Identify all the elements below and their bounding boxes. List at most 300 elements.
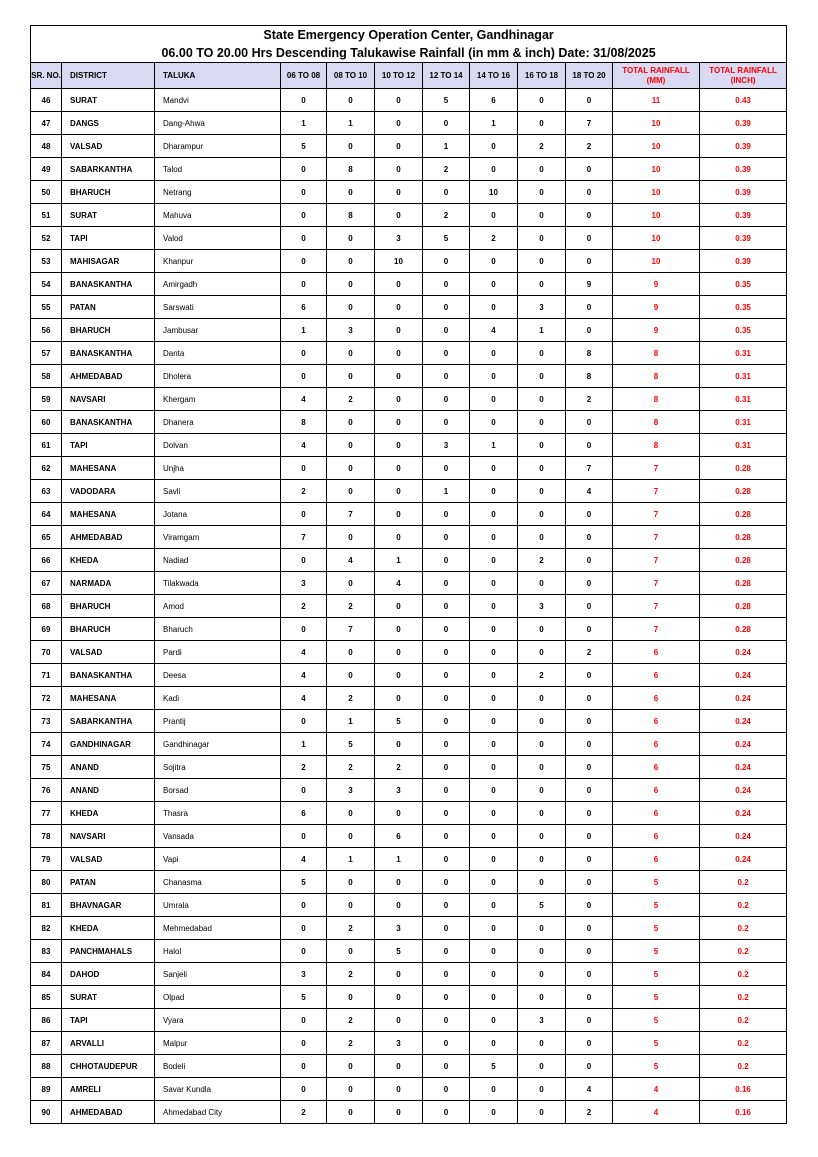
slot-value-cell: 0	[375, 871, 423, 894]
district-cell: MAHESANA	[62, 457, 155, 480]
slot-value-cell: 0	[518, 1078, 566, 1101]
total-mm-cell: 7	[613, 549, 700, 572]
slot-value-cell: 0	[566, 871, 613, 894]
slot-value-cell: 1	[423, 480, 470, 503]
slot-value-cell: 2	[566, 1101, 613, 1124]
total-mm-cell: 6	[613, 664, 700, 687]
table-row	[31, 526, 787, 549]
total-mm-cell: 9	[613, 319, 700, 342]
total-inch-cell: 0.2	[700, 1032, 787, 1055]
total-inch-cell: 0.2	[700, 871, 787, 894]
total-mm-cell: 4	[613, 1101, 700, 1124]
table-row	[31, 135, 787, 158]
header-slot-12-14: 12 TO 14	[423, 63, 470, 89]
total-mm-cell: 10	[613, 204, 700, 227]
slot-value-cell: 0	[566, 181, 613, 204]
sr-no-cell: 57	[31, 342, 62, 365]
table-row	[31, 687, 787, 710]
slot-value-cell: 0	[566, 825, 613, 848]
sr-no-cell: 60	[31, 411, 62, 434]
table-row	[31, 181, 787, 204]
slot-value-cell: 0	[518, 411, 566, 434]
header-slot-10-12: 10 TO 12	[375, 63, 423, 89]
total-mm-cell: 10	[613, 250, 700, 273]
slot-value-cell: 0	[518, 227, 566, 250]
slot-value-cell: 0	[327, 480, 375, 503]
district-cell: MAHESANA	[62, 503, 155, 526]
district-cell: GANDHINAGAR	[62, 733, 155, 756]
taluka-cell: Thasra	[155, 802, 281, 825]
slot-value-cell: 10	[470, 181, 518, 204]
slot-value-cell: 0	[566, 779, 613, 802]
slot-value-cell: 0	[566, 733, 613, 756]
slot-value-cell: 1	[281, 319, 327, 342]
taluka-cell: Bodeli	[155, 1055, 281, 1078]
slot-value-cell: 0	[327, 273, 375, 296]
sr-no-cell: 58	[31, 365, 62, 388]
district-cell: NARMADA	[62, 572, 155, 595]
slot-value-cell: 0	[566, 1032, 613, 1055]
taluka-cell: Deesa	[155, 664, 281, 687]
header-slot-16-18: 16 TO 18	[518, 63, 566, 89]
slot-value-cell: 0	[518, 480, 566, 503]
slot-value-cell: 0	[423, 940, 470, 963]
slot-value-cell: 2	[327, 1032, 375, 1055]
slot-value-cell: 0	[281, 779, 327, 802]
taluka-cell: Dharampur	[155, 135, 281, 158]
header-total-inch: TOTAL RAINFALL (INCH)	[700, 63, 787, 89]
slot-value-cell: 0	[470, 365, 518, 388]
sr-no-cell: 80	[31, 871, 62, 894]
slot-value-cell: 0	[375, 112, 423, 135]
slot-value-cell: 4	[566, 1078, 613, 1101]
slot-value-cell: 0	[423, 181, 470, 204]
slot-value-cell: 0	[470, 388, 518, 411]
slot-value-cell: 2	[327, 687, 375, 710]
taluka-cell: Pardi	[155, 641, 281, 664]
total-mm-cell: 5	[613, 871, 700, 894]
slot-value-cell: 6	[281, 296, 327, 319]
taluka-cell: Sarswati	[155, 296, 281, 319]
table-row	[31, 802, 787, 825]
total-mm-cell: 7	[613, 618, 700, 641]
total-mm-cell: 10	[613, 181, 700, 204]
slot-value-cell: 2	[327, 1009, 375, 1032]
taluka-cell: Danta	[155, 342, 281, 365]
slot-value-cell: 0	[566, 572, 613, 595]
slot-value-cell: 7	[327, 503, 375, 526]
table-row	[31, 1078, 787, 1101]
slot-value-cell: 3	[327, 779, 375, 802]
slot-value-cell: 0	[375, 411, 423, 434]
slot-value-cell: 0	[423, 1055, 470, 1078]
slot-value-cell: 0	[470, 825, 518, 848]
table-row	[31, 227, 787, 250]
slot-value-cell: 0	[423, 871, 470, 894]
slot-value-cell: 0	[470, 1078, 518, 1101]
table-row	[31, 779, 787, 802]
table-row	[31, 319, 787, 342]
slot-value-cell: 0	[327, 434, 375, 457]
slot-value-cell: 0	[423, 618, 470, 641]
slot-value-cell: 0	[518, 917, 566, 940]
slot-value-cell: 0	[470, 572, 518, 595]
total-mm-cell: 5	[613, 1032, 700, 1055]
slot-value-cell: 0	[423, 457, 470, 480]
slot-value-cell: 0	[566, 894, 613, 917]
slot-value-cell: 0	[518, 526, 566, 549]
slot-value-cell: 0	[327, 411, 375, 434]
slot-value-cell: 0	[518, 1055, 566, 1078]
total-inch-cell: 0.28	[700, 618, 787, 641]
total-mm-cell: 7	[613, 457, 700, 480]
total-mm-cell: 6	[613, 756, 700, 779]
slot-value-cell: 0	[566, 595, 613, 618]
slot-value-cell: 0	[470, 871, 518, 894]
district-cell: VALSAD	[62, 641, 155, 664]
slot-value-cell: 0	[423, 664, 470, 687]
slot-value-cell: 0	[470, 549, 518, 572]
taluka-cell: Savar Kundla	[155, 1078, 281, 1101]
slot-value-cell: 0	[423, 572, 470, 595]
header-slot-06-08: 06 TO 08	[281, 63, 327, 89]
table-row	[31, 572, 787, 595]
sr-no-cell: 47	[31, 112, 62, 135]
sr-no-cell: 78	[31, 825, 62, 848]
slot-value-cell: 0	[423, 986, 470, 1009]
slot-value-cell: 5	[423, 227, 470, 250]
slot-value-cell: 2	[566, 388, 613, 411]
slot-value-cell: 0	[327, 365, 375, 388]
slot-value-cell: 0	[327, 296, 375, 319]
sr-no-cell: 63	[31, 480, 62, 503]
total-mm-cell: 8	[613, 365, 700, 388]
sr-no-cell: 85	[31, 986, 62, 1009]
slot-value-cell: 0	[518, 273, 566, 296]
slot-value-cell: 0	[566, 687, 613, 710]
sr-no-cell: 66	[31, 549, 62, 572]
total-inch-cell: 0.24	[700, 825, 787, 848]
slot-value-cell: 0	[423, 411, 470, 434]
slot-value-cell: 0	[423, 595, 470, 618]
sr-no-cell: 64	[31, 503, 62, 526]
slot-value-cell: 5	[423, 89, 470, 112]
slot-value-cell: 2	[327, 963, 375, 986]
district-cell: BHARUCH	[62, 618, 155, 641]
slot-value-cell: 0	[518, 457, 566, 480]
table-row	[31, 733, 787, 756]
slot-value-cell: 1	[470, 434, 518, 457]
slot-value-cell: 1	[281, 112, 327, 135]
total-mm-cell: 7	[613, 595, 700, 618]
slot-value-cell: 0	[423, 756, 470, 779]
slot-value-cell: 8	[566, 365, 613, 388]
header-slot-14-16: 14 TO 16	[470, 63, 518, 89]
sr-no-cell: 82	[31, 917, 62, 940]
sr-no-cell: 88	[31, 1055, 62, 1078]
slot-value-cell: 0	[375, 434, 423, 457]
slot-value-cell: 0	[327, 1101, 375, 1124]
slot-value-cell: 0	[470, 250, 518, 273]
slot-value-cell: 0	[375, 296, 423, 319]
total-inch-cell: 0.39	[700, 204, 787, 227]
slot-value-cell: 6	[470, 89, 518, 112]
slot-value-cell: 0	[470, 802, 518, 825]
district-cell: SURAT	[62, 89, 155, 112]
slot-value-cell: 0	[470, 618, 518, 641]
sr-no-cell: 72	[31, 687, 62, 710]
sr-no-cell: 55	[31, 296, 62, 319]
slot-value-cell: 4	[375, 572, 423, 595]
slot-value-cell: 0	[423, 641, 470, 664]
slot-value-cell: 0	[327, 250, 375, 273]
slot-value-cell: 0	[518, 848, 566, 871]
sr-no-cell: 74	[31, 733, 62, 756]
table-row	[31, 1032, 787, 1055]
slot-value-cell: 0	[518, 112, 566, 135]
total-inch-cell: 0.2	[700, 963, 787, 986]
slot-value-cell: 2	[327, 756, 375, 779]
total-inch-cell: 0.39	[700, 227, 787, 250]
sr-no-cell: 49	[31, 158, 62, 181]
slot-value-cell: 0	[327, 894, 375, 917]
slot-value-cell: 0	[375, 963, 423, 986]
district-cell: KHEDA	[62, 549, 155, 572]
total-mm-cell: 5	[613, 986, 700, 1009]
slot-value-cell: 2	[470, 227, 518, 250]
slot-value-cell: 5	[375, 940, 423, 963]
district-cell: BANASKANTHA	[62, 664, 155, 687]
sr-no-cell: 76	[31, 779, 62, 802]
slot-value-cell: 0	[423, 112, 470, 135]
district-cell: MAHISAGAR	[62, 250, 155, 273]
report-title: State Emergency Operation Center, Gandhinagar	[31, 26, 787, 45]
slot-value-cell: 0	[470, 1032, 518, 1055]
slot-value-cell: 0	[327, 526, 375, 549]
slot-value-cell: 1	[375, 848, 423, 871]
sr-no-cell: 61	[31, 434, 62, 457]
slot-value-cell: 0	[518, 986, 566, 1009]
slot-value-cell: 0	[470, 204, 518, 227]
slot-value-cell: 0	[518, 250, 566, 273]
sr-no-cell: 75	[31, 756, 62, 779]
sr-no-cell: 56	[31, 319, 62, 342]
taluka-cell: Unjha	[155, 457, 281, 480]
slot-value-cell: 0	[375, 388, 423, 411]
slot-value-cell: 0	[375, 618, 423, 641]
taluka-cell: Ahmedabad City	[155, 1101, 281, 1124]
slot-value-cell: 0	[375, 273, 423, 296]
total-inch-cell: 0.28	[700, 457, 787, 480]
slot-value-cell: 8	[327, 158, 375, 181]
taluka-cell: Olpad	[155, 986, 281, 1009]
slot-value-cell: 0	[281, 227, 327, 250]
header-sr-no: SR. NO.	[31, 63, 62, 89]
table-row	[31, 1101, 787, 1124]
taluka-cell: Dholera	[155, 365, 281, 388]
slot-value-cell: 0	[470, 963, 518, 986]
slot-value-cell: 3	[518, 595, 566, 618]
slot-value-cell: 0	[375, 986, 423, 1009]
total-inch-cell: 0.28	[700, 480, 787, 503]
taluka-cell: Gandhinagar	[155, 733, 281, 756]
slot-value-cell: 0	[566, 664, 613, 687]
taluka-cell: Dang-Ahwa	[155, 112, 281, 135]
slot-value-cell: 2	[423, 204, 470, 227]
total-mm-cell: 9	[613, 273, 700, 296]
slot-value-cell: 0	[470, 986, 518, 1009]
taluka-cell: Tilakwada	[155, 572, 281, 595]
slot-value-cell: 0	[281, 1032, 327, 1055]
district-cell: ANAND	[62, 756, 155, 779]
slot-value-cell: 2	[327, 595, 375, 618]
slot-value-cell: 0	[518, 963, 566, 986]
sr-no-cell: 81	[31, 894, 62, 917]
total-mm-cell: 7	[613, 526, 700, 549]
slot-value-cell: 0	[375, 503, 423, 526]
slot-value-cell: 9	[566, 273, 613, 296]
total-mm-cell: 11	[613, 89, 700, 112]
slot-value-cell: 3	[281, 963, 327, 986]
total-mm-cell: 8	[613, 342, 700, 365]
slot-value-cell: 0	[375, 894, 423, 917]
district-cell: KHEDA	[62, 917, 155, 940]
slot-value-cell: 0	[470, 135, 518, 158]
slot-value-cell: 2	[518, 664, 566, 687]
slot-value-cell: 0	[375, 1055, 423, 1078]
slot-value-cell: 0	[470, 917, 518, 940]
slot-value-cell: 0	[518, 1032, 566, 1055]
slot-value-cell: 5	[281, 986, 327, 1009]
slot-value-cell: 0	[470, 894, 518, 917]
total-inch-cell: 0.24	[700, 641, 787, 664]
district-cell: VALSAD	[62, 135, 155, 158]
slot-value-cell: 0	[423, 365, 470, 388]
slot-value-cell: 0	[518, 710, 566, 733]
slot-value-cell: 0	[518, 733, 566, 756]
taluka-cell: Khergam	[155, 388, 281, 411]
table-row	[31, 917, 787, 940]
slot-value-cell: 0	[281, 1078, 327, 1101]
sr-no-cell: 62	[31, 457, 62, 480]
district-cell: AHMEDABAD	[62, 365, 155, 388]
total-mm-cell: 6	[613, 825, 700, 848]
slot-value-cell: 0	[423, 733, 470, 756]
table-row	[31, 342, 787, 365]
slot-value-cell: 0	[470, 296, 518, 319]
district-cell: BHAVNAGAR	[62, 894, 155, 917]
table-row	[31, 940, 787, 963]
slot-value-cell: 0	[518, 181, 566, 204]
slot-value-cell: 0	[423, 342, 470, 365]
slot-value-cell: 8	[281, 411, 327, 434]
slot-value-cell: 0	[375, 204, 423, 227]
slot-value-cell: 0	[375, 664, 423, 687]
slot-value-cell: 0	[518, 802, 566, 825]
total-inch-cell: 0.2	[700, 940, 787, 963]
total-mm-cell: 6	[613, 848, 700, 871]
slot-value-cell: 4	[281, 641, 327, 664]
slot-value-cell: 0	[327, 986, 375, 1009]
table-row	[31, 963, 787, 986]
slot-value-cell: 0	[423, 388, 470, 411]
slot-value-cell: 0	[470, 756, 518, 779]
slot-value-cell: 0	[566, 963, 613, 986]
slot-value-cell: 4	[327, 549, 375, 572]
sr-no-cell: 59	[31, 388, 62, 411]
district-cell: BHARUCH	[62, 595, 155, 618]
slot-value-cell: 0	[281, 825, 327, 848]
slot-value-cell: 0	[518, 940, 566, 963]
table-row	[31, 296, 787, 319]
total-inch-cell: 0.28	[700, 526, 787, 549]
slot-value-cell: 0	[423, 894, 470, 917]
sr-no-cell: 65	[31, 526, 62, 549]
sr-no-cell: 46	[31, 89, 62, 112]
sr-no-cell: 90	[31, 1101, 62, 1124]
table-row	[31, 549, 787, 572]
slot-value-cell: 2	[281, 595, 327, 618]
table-row	[31, 112, 787, 135]
slot-value-cell: 3	[518, 296, 566, 319]
slot-value-cell: 0	[470, 342, 518, 365]
slot-value-cell: 0	[566, 618, 613, 641]
slot-value-cell: 0	[327, 825, 375, 848]
table-row	[31, 158, 787, 181]
slot-value-cell: 0	[281, 503, 327, 526]
total-inch-cell: 0.24	[700, 756, 787, 779]
slot-value-cell: 5	[281, 871, 327, 894]
district-cell: NAVSARI	[62, 388, 155, 411]
slot-value-cell: 0	[470, 273, 518, 296]
total-mm-cell: 8	[613, 411, 700, 434]
slot-value-cell: 0	[327, 1055, 375, 1078]
slot-value-cell: 7	[566, 112, 613, 135]
slot-value-cell: 2	[281, 1101, 327, 1124]
slot-value-cell: 8	[327, 204, 375, 227]
slot-value-cell: 0	[518, 825, 566, 848]
taluka-cell: Dolvan	[155, 434, 281, 457]
slot-value-cell: 0	[281, 250, 327, 273]
slot-value-cell: 2	[327, 388, 375, 411]
slot-value-cell: 5	[470, 1055, 518, 1078]
slot-value-cell: 0	[566, 158, 613, 181]
slot-value-cell: 0	[423, 1032, 470, 1055]
table-row	[31, 204, 787, 227]
slot-value-cell: 1	[327, 112, 375, 135]
slot-value-cell: 0	[518, 434, 566, 457]
slot-value-cell: 0	[375, 1101, 423, 1124]
total-inch-cell: 0.16	[700, 1101, 787, 1124]
table-row	[31, 388, 787, 411]
total-mm-cell: 10	[613, 158, 700, 181]
slot-value-cell: 0	[518, 204, 566, 227]
slot-value-cell: 0	[327, 457, 375, 480]
slot-value-cell: 2	[281, 480, 327, 503]
slot-value-cell: 0	[566, 710, 613, 733]
district-cell: AHMEDABAD	[62, 1101, 155, 1124]
district-cell: DANGS	[62, 112, 155, 135]
sr-no-cell: 87	[31, 1032, 62, 1055]
slot-value-cell: 0	[566, 296, 613, 319]
slot-value-cell: 0	[423, 503, 470, 526]
slot-value-cell: 0	[375, 733, 423, 756]
total-inch-cell: 0.31	[700, 365, 787, 388]
slot-value-cell: 5	[518, 894, 566, 917]
taluka-cell: Borsad	[155, 779, 281, 802]
slot-value-cell: 2	[327, 917, 375, 940]
taluka-cell: Sanjeli	[155, 963, 281, 986]
